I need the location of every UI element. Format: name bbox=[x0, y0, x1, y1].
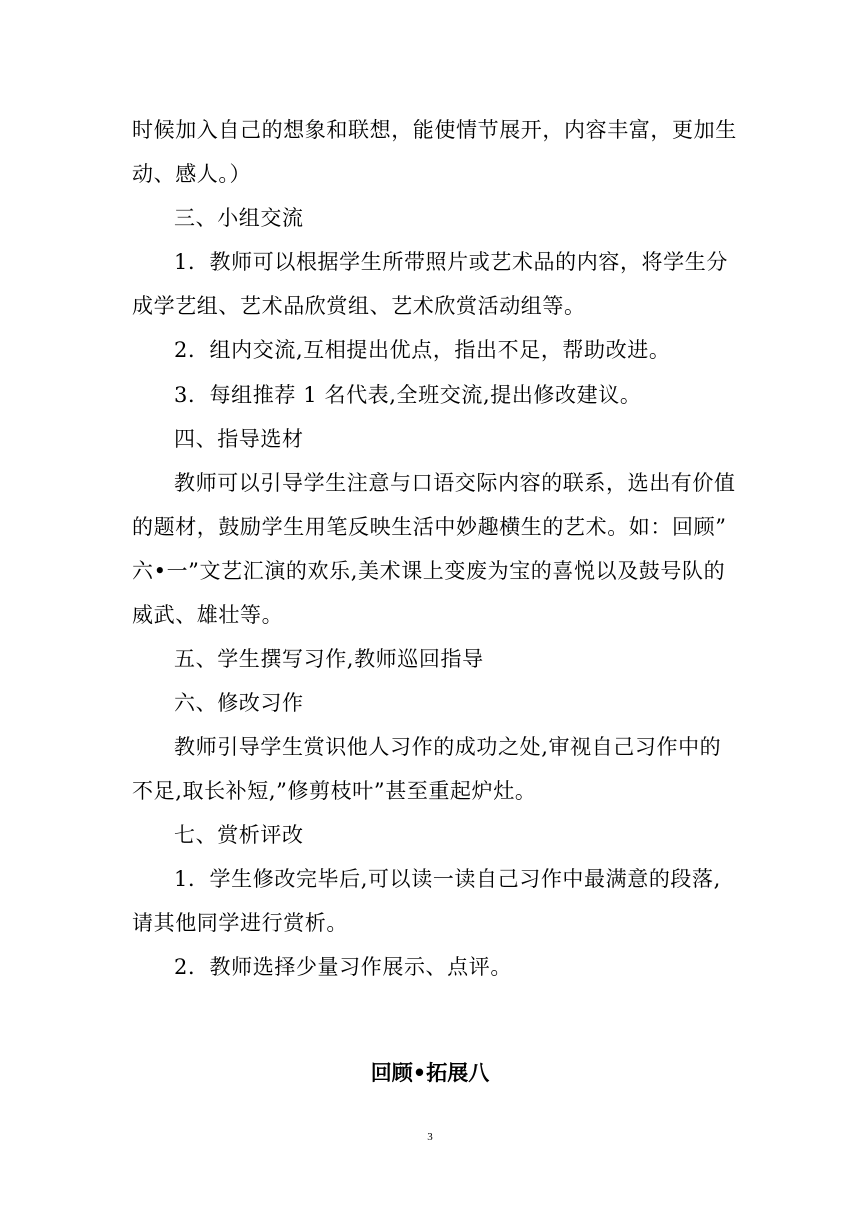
chapter-heading: 回顾•拓展八 bbox=[370, 1061, 490, 1085]
paragraph-line: 成学艺组、艺术品欣赏组、艺术欣赏活动组等。 bbox=[132, 294, 586, 318]
paragraph-line: 1．教师可以根据学生所带照片或艺术品的内容，将学生分 bbox=[174, 250, 728, 274]
section-heading: 七、赏析评改 bbox=[174, 823, 304, 847]
paragraph-line: 教师引导学生赏识他人习作的成功之处,审视自己习作中的 bbox=[174, 735, 722, 759]
paragraph-line: 请其他同学进行赏析。 bbox=[132, 911, 348, 935]
section-heading: 六、修改习作 bbox=[174, 691, 304, 715]
paragraph-line: 3．每组推荐 1 名代表,全班交流,提出修改建议。 bbox=[174, 383, 642, 407]
paragraph-line: 六•一”文艺汇演的欢乐,美术课上变废为宝的喜悦以及鼓号队的 bbox=[132, 559, 726, 583]
paragraph-line: 动、感人。） bbox=[132, 162, 252, 186]
paragraph-line: 教师可以引导学生注意与口语交际内容的联系，选出有价值 bbox=[174, 471, 736, 495]
paragraph-line: 2．组内交流,互相提出优点，指出不足，帮助改进。 bbox=[174, 338, 671, 362]
paragraph-line: 不足,取长补短,”修剪枝叶”甚至重起炉灶。 bbox=[132, 779, 537, 803]
paragraph-line: 2．教师选择少量习作展示、点评。 bbox=[174, 955, 512, 979]
paragraph-line: 威武、雄壮等。 bbox=[132, 603, 284, 627]
paragraph-line: 的题材，鼓励学生用笔反映生活中妙趣横生的艺术。如：回顾” bbox=[132, 515, 727, 539]
section-heading: 五、学生撰写习作,教师巡回指导 bbox=[174, 647, 484, 671]
paragraph-line: 时候加入自己的想象和联想，能使情节展开，内容丰富，更加生 bbox=[132, 118, 737, 142]
section-heading: 四、指导选材 bbox=[174, 427, 304, 451]
paragraph-line: 1．学生修改完毕后,可以读一读自己习作中最满意的段落, bbox=[174, 867, 721, 891]
section-heading: 三、小组交流 bbox=[174, 206, 304, 230]
page-number: 3 bbox=[427, 1131, 433, 1143]
